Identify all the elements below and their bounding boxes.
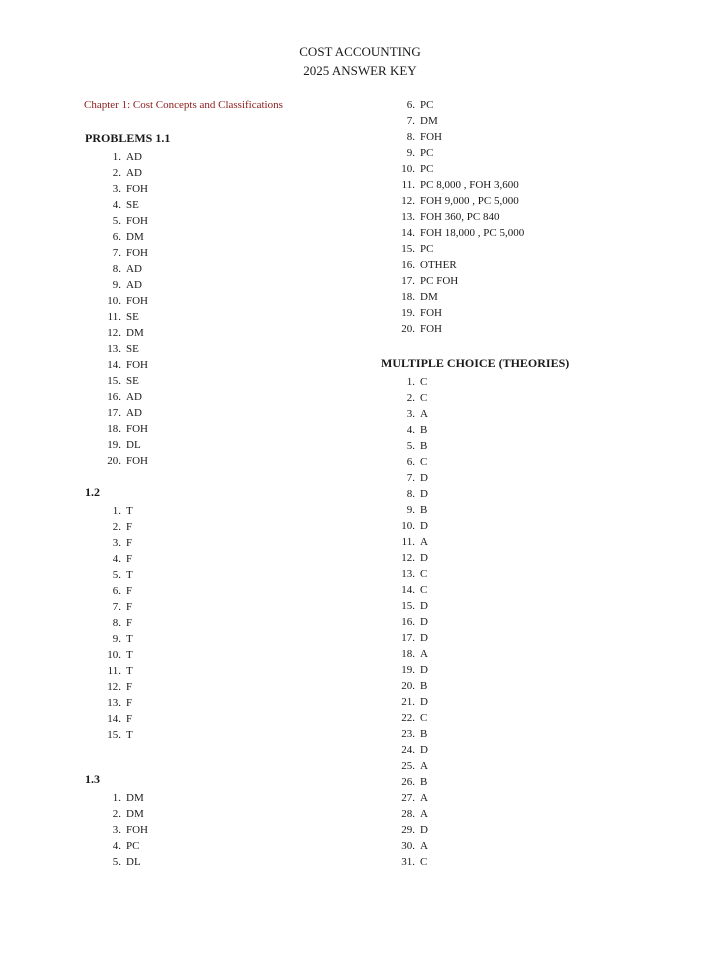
answer-value: SE xyxy=(126,375,139,387)
answer-item xyxy=(396,289,524,305)
answer-item xyxy=(396,534,569,550)
answer-item xyxy=(102,229,170,245)
answer-value: T xyxy=(126,665,133,677)
answer-number: 26. xyxy=(401,776,415,788)
answer-value: PC xyxy=(420,163,434,175)
answer-item xyxy=(396,305,524,321)
answer-item xyxy=(396,454,569,470)
answer-number: 13. xyxy=(401,568,415,580)
answer-value: FOH xyxy=(126,247,149,259)
answer-item xyxy=(396,758,569,774)
answer-item xyxy=(396,129,524,145)
answer-number: 5. xyxy=(112,856,121,868)
answer-number: 18. xyxy=(401,291,415,303)
answer-item xyxy=(102,822,148,838)
answer-item xyxy=(102,663,133,679)
answer-value: SE xyxy=(126,311,139,323)
answer-item xyxy=(102,405,170,421)
answer-value: D xyxy=(420,488,428,500)
answer-value: AD xyxy=(126,279,142,291)
answer-item xyxy=(102,421,170,437)
answer-number: 5. xyxy=(112,569,121,581)
answer-number: 13. xyxy=(107,697,121,709)
answer-number: 7. xyxy=(112,247,121,259)
answer-value: T xyxy=(126,729,133,741)
answer-value: AD xyxy=(126,151,142,163)
section-problems-1-3-continued xyxy=(396,97,524,337)
section-multiple-choice xyxy=(381,355,569,870)
answer-number: 14. xyxy=(401,584,415,596)
answer-item xyxy=(102,389,170,405)
answer-number: 3. xyxy=(112,824,121,836)
answer-value: FOH xyxy=(126,824,149,836)
answer-number: 1. xyxy=(112,151,121,163)
answer-number: 20. xyxy=(401,323,415,335)
answer-value: FOH 18,000 , PC 5,000 xyxy=(420,227,525,239)
answer-number: 1. xyxy=(112,505,121,517)
answer-number: 9. xyxy=(406,147,415,159)
answer-item xyxy=(102,261,170,277)
section-problems-1-3 xyxy=(85,771,148,870)
answer-item xyxy=(102,181,170,197)
answer-number: 12. xyxy=(401,195,415,207)
answer-item xyxy=(102,503,133,519)
answer-value: OTHER xyxy=(420,259,457,271)
document-title: COST ACCOUNTING xyxy=(299,44,421,59)
answer-value: FOH xyxy=(126,183,149,195)
answer-item xyxy=(396,582,569,598)
answer-value: D xyxy=(420,824,428,836)
answer-number: 14. xyxy=(401,227,415,239)
answer-item xyxy=(396,550,569,566)
answer-value: A xyxy=(420,760,428,772)
answer-value: AD xyxy=(126,407,142,419)
answer-value: C xyxy=(420,856,428,868)
answer-item xyxy=(396,390,569,406)
answer-value: B xyxy=(420,680,428,692)
answer-value: FOH xyxy=(126,295,149,307)
answer-value: AD xyxy=(126,263,142,275)
answer-value: DM xyxy=(126,327,144,339)
answer-number: 2. xyxy=(112,521,121,533)
answer-value: F xyxy=(126,601,133,613)
answer-value: F xyxy=(126,617,133,629)
answer-value: D xyxy=(420,664,428,676)
answer-item xyxy=(102,790,148,806)
answer-value: D xyxy=(420,744,428,756)
answer-item xyxy=(102,453,170,469)
answer-number: 13. xyxy=(107,343,121,355)
answer-item xyxy=(102,695,133,711)
answer-number: 16. xyxy=(401,259,415,271)
answer-value: DM xyxy=(126,808,144,820)
answer-value: DM xyxy=(420,115,438,127)
answer-item xyxy=(102,727,133,743)
answer-item xyxy=(102,854,148,870)
answer-number: 6. xyxy=(406,456,415,468)
answer-value: PC xyxy=(420,243,434,255)
answer-value: AD xyxy=(126,391,142,403)
answer-number: 12. xyxy=(107,681,121,693)
answer-number: 16. xyxy=(401,616,415,628)
answer-item xyxy=(396,257,524,273)
answer-number: 9. xyxy=(112,633,121,645)
answer-number: 29. xyxy=(401,824,415,836)
answer-number: 7. xyxy=(112,601,121,613)
answer-number: 11. xyxy=(107,311,121,323)
answer-number: 4. xyxy=(112,840,121,852)
answer-number: 4. xyxy=(406,424,415,436)
answer-value: F xyxy=(126,681,133,693)
answer-list xyxy=(102,790,148,870)
answer-item xyxy=(396,273,524,289)
answer-item xyxy=(396,806,569,822)
answer-number: 27. xyxy=(401,792,415,804)
answer-value: C xyxy=(420,568,428,580)
document-subtitle: 2025 ANSWER KEY xyxy=(303,63,417,78)
answer-value: DM xyxy=(126,231,144,243)
answer-value: F xyxy=(126,585,133,597)
answer-item xyxy=(396,646,569,662)
section-heading: 1.2 xyxy=(85,485,100,499)
answer-number: 12. xyxy=(107,327,121,339)
answer-number: 6. xyxy=(112,585,121,597)
answer-item xyxy=(102,806,148,822)
answer-item xyxy=(102,711,133,727)
answer-item xyxy=(396,422,569,438)
answer-value: F xyxy=(126,697,133,709)
answer-number: 4. xyxy=(112,199,121,211)
answer-number: 2. xyxy=(112,808,121,820)
answer-item xyxy=(396,598,569,614)
answer-item xyxy=(102,309,170,325)
answer-item xyxy=(102,437,170,453)
answer-number: 17. xyxy=(401,632,415,644)
answer-number: 3. xyxy=(112,537,121,549)
answer-value: D xyxy=(420,552,428,564)
answer-item xyxy=(102,535,133,551)
answer-value: T xyxy=(126,569,133,581)
answer-value: A xyxy=(420,808,428,820)
answer-number: 15. xyxy=(107,375,121,387)
answer-item xyxy=(396,241,524,257)
answer-item xyxy=(102,615,133,631)
answer-item xyxy=(396,321,524,337)
answer-number: 12. xyxy=(401,552,415,564)
answer-item xyxy=(396,774,569,790)
answer-number: 20. xyxy=(401,680,415,692)
answer-value: B xyxy=(420,504,428,516)
answer-value: T xyxy=(126,633,133,645)
answer-item xyxy=(396,742,569,758)
answer-number: 30. xyxy=(401,840,415,852)
answer-item xyxy=(102,373,170,389)
answer-number: 3. xyxy=(112,183,121,195)
answer-value: F xyxy=(126,713,133,725)
answer-value: B xyxy=(420,776,428,788)
answer-value: B xyxy=(420,728,428,740)
answer-value: D xyxy=(420,600,428,612)
answer-item xyxy=(396,726,569,742)
answer-number: 23. xyxy=(401,728,415,740)
answer-number: 10. xyxy=(107,649,121,661)
answer-value: F xyxy=(126,521,133,533)
answer-value: FOH 360, PC 840 xyxy=(420,211,500,223)
answer-value: AD xyxy=(126,167,142,179)
answer-number: 17. xyxy=(107,407,121,419)
answer-item xyxy=(396,177,524,193)
answer-item xyxy=(396,614,569,630)
answer-value: D xyxy=(420,696,428,708)
answer-number: 10. xyxy=(107,295,121,307)
answer-number: 15. xyxy=(107,729,121,741)
answer-item xyxy=(102,599,133,615)
answer-item xyxy=(396,209,524,225)
answer-number: 8. xyxy=(112,263,121,275)
answer-item xyxy=(396,566,569,582)
answer-number: 15. xyxy=(401,243,415,255)
answer-item xyxy=(396,486,569,502)
answer-number: 1. xyxy=(406,376,415,388)
answer-value: C xyxy=(420,584,428,596)
answer-number: 8. xyxy=(406,488,415,500)
answer-item xyxy=(396,374,569,390)
answer-item xyxy=(396,518,569,534)
answer-value: B xyxy=(420,440,428,452)
answer-number: 11. xyxy=(401,179,415,191)
answer-item xyxy=(102,679,133,695)
section-heading: PROBLEMS 1.1 xyxy=(85,131,171,145)
answer-number: 11. xyxy=(401,536,415,548)
answer-item xyxy=(102,357,170,373)
answer-value: DL xyxy=(126,856,141,868)
answer-number: 18. xyxy=(107,423,121,435)
answer-number: 21. xyxy=(401,696,415,708)
answer-list xyxy=(102,503,133,743)
answer-value: T xyxy=(126,505,133,517)
answer-value: PC xyxy=(420,147,434,159)
answer-number: 6. xyxy=(406,99,415,111)
answer-number: 14. xyxy=(107,713,121,725)
answer-number: 4. xyxy=(112,553,121,565)
answer-number: 25. xyxy=(401,760,415,772)
answer-value: FOH xyxy=(126,455,149,467)
answer-value: PC xyxy=(420,99,434,111)
answer-item xyxy=(102,838,148,854)
answer-item xyxy=(396,854,569,870)
answer-item xyxy=(396,97,524,113)
answer-value: D xyxy=(420,520,428,532)
answer-number: 19. xyxy=(401,664,415,676)
answer-value: DM xyxy=(420,291,438,303)
answer-item xyxy=(396,113,524,129)
answer-number: 7. xyxy=(406,115,415,127)
answer-value: FOH xyxy=(126,359,149,371)
answer-number: 13. xyxy=(401,211,415,223)
answer-value: SE xyxy=(126,343,139,355)
answer-item xyxy=(102,213,170,229)
answer-value: DM xyxy=(126,792,144,804)
answer-value: C xyxy=(420,376,428,388)
answer-number: 22. xyxy=(401,712,415,724)
answer-value: C xyxy=(420,392,428,404)
answer-item xyxy=(396,822,569,838)
answer-number: 24. xyxy=(401,744,415,756)
answer-item xyxy=(396,710,569,726)
answer-item xyxy=(396,662,569,678)
chapter-heading: Chapter 1: Cost Concepts and Classifications xyxy=(84,99,283,111)
answer-number: 5. xyxy=(112,215,121,227)
answer-item xyxy=(102,341,170,357)
answer-value: FOH xyxy=(420,323,443,335)
section-problems-1-2 xyxy=(85,484,133,743)
answer-value: A xyxy=(420,792,428,804)
answer-value: DL xyxy=(126,439,141,451)
answer-list xyxy=(102,149,170,469)
answer-number: 3. xyxy=(406,408,415,420)
answer-list xyxy=(396,374,569,870)
answer-value: FOH xyxy=(126,215,149,227)
answer-number: 17. xyxy=(401,275,415,287)
answer-value: PC FOH xyxy=(420,275,459,287)
answer-number: 9. xyxy=(112,279,121,291)
answer-item xyxy=(102,277,170,293)
answer-number: 10. xyxy=(401,520,415,532)
answer-number: 10. xyxy=(401,163,415,175)
answer-number: 2. xyxy=(112,167,121,179)
answer-number: 6. xyxy=(112,231,121,243)
answer-item xyxy=(396,438,569,454)
answer-number: 8. xyxy=(112,617,121,629)
answer-value: SE xyxy=(126,199,139,211)
answer-value: A xyxy=(420,536,428,548)
answer-item xyxy=(102,631,133,647)
answer-value: D xyxy=(420,472,428,484)
answer-value: F xyxy=(126,537,133,549)
answer-item xyxy=(102,197,170,213)
answer-item xyxy=(396,161,524,177)
answer-number: 2. xyxy=(406,392,415,404)
answer-number: 15. xyxy=(401,600,415,612)
answer-item xyxy=(396,630,569,646)
answer-item xyxy=(102,567,133,583)
answer-number: 16. xyxy=(107,391,121,403)
answer-value: C xyxy=(420,456,428,468)
answer-value: D xyxy=(420,632,428,644)
answer-item xyxy=(396,502,569,518)
answer-number: 7. xyxy=(406,472,415,484)
answer-item xyxy=(102,647,133,663)
answer-number: 19. xyxy=(107,439,121,451)
answer-number: 19. xyxy=(401,307,415,319)
answer-item xyxy=(102,293,170,309)
answer-number: 5. xyxy=(406,440,415,452)
answer-value: FOH 9,000 , PC 5,000 xyxy=(420,195,519,207)
answer-item xyxy=(102,149,170,165)
answer-number: 9. xyxy=(406,504,415,516)
answer-item xyxy=(396,225,524,241)
answer-value: FOH xyxy=(420,131,443,143)
answer-item xyxy=(396,694,569,710)
answer-item xyxy=(102,325,170,341)
answer-item xyxy=(396,193,524,209)
answer-list xyxy=(396,97,524,337)
answer-number: 20. xyxy=(107,455,121,467)
answer-item xyxy=(396,678,569,694)
answer-number: 11. xyxy=(107,665,121,677)
answer-number: 14. xyxy=(107,359,121,371)
answer-value: FOH xyxy=(126,423,149,435)
answer-number: 28. xyxy=(401,808,415,820)
answer-item xyxy=(102,551,133,567)
answer-value: B xyxy=(420,424,428,436)
answer-value: C xyxy=(420,712,428,724)
section-problems-1-1 xyxy=(85,130,170,469)
answer-value: FOH xyxy=(420,307,443,319)
answer-item xyxy=(396,406,569,422)
answer-number: 8. xyxy=(406,131,415,143)
answer-item xyxy=(396,145,524,161)
answer-item xyxy=(102,583,133,599)
answer-item xyxy=(102,165,170,181)
answer-item xyxy=(396,790,569,806)
answer-value: A xyxy=(420,648,428,660)
answer-value: PC xyxy=(126,840,140,852)
answer-value: D xyxy=(420,616,428,628)
answer-value: PC 8,000 , FOH 3,600 xyxy=(420,179,519,191)
answer-value: F xyxy=(126,553,133,565)
answer-item xyxy=(102,519,133,535)
answer-value: A xyxy=(420,408,428,420)
section-heading: 1.3 xyxy=(85,772,100,786)
section-heading: MULTIPLE CHOICE (THEORIES) xyxy=(381,356,570,370)
answer-value: T xyxy=(126,649,133,661)
answer-number: 18. xyxy=(401,648,415,660)
answer-value: A xyxy=(420,840,428,852)
answer-item xyxy=(396,838,569,854)
answer-number: 1. xyxy=(112,792,121,804)
answer-item xyxy=(102,245,170,261)
answer-item xyxy=(396,470,569,486)
answer-number: 31. xyxy=(401,856,415,868)
